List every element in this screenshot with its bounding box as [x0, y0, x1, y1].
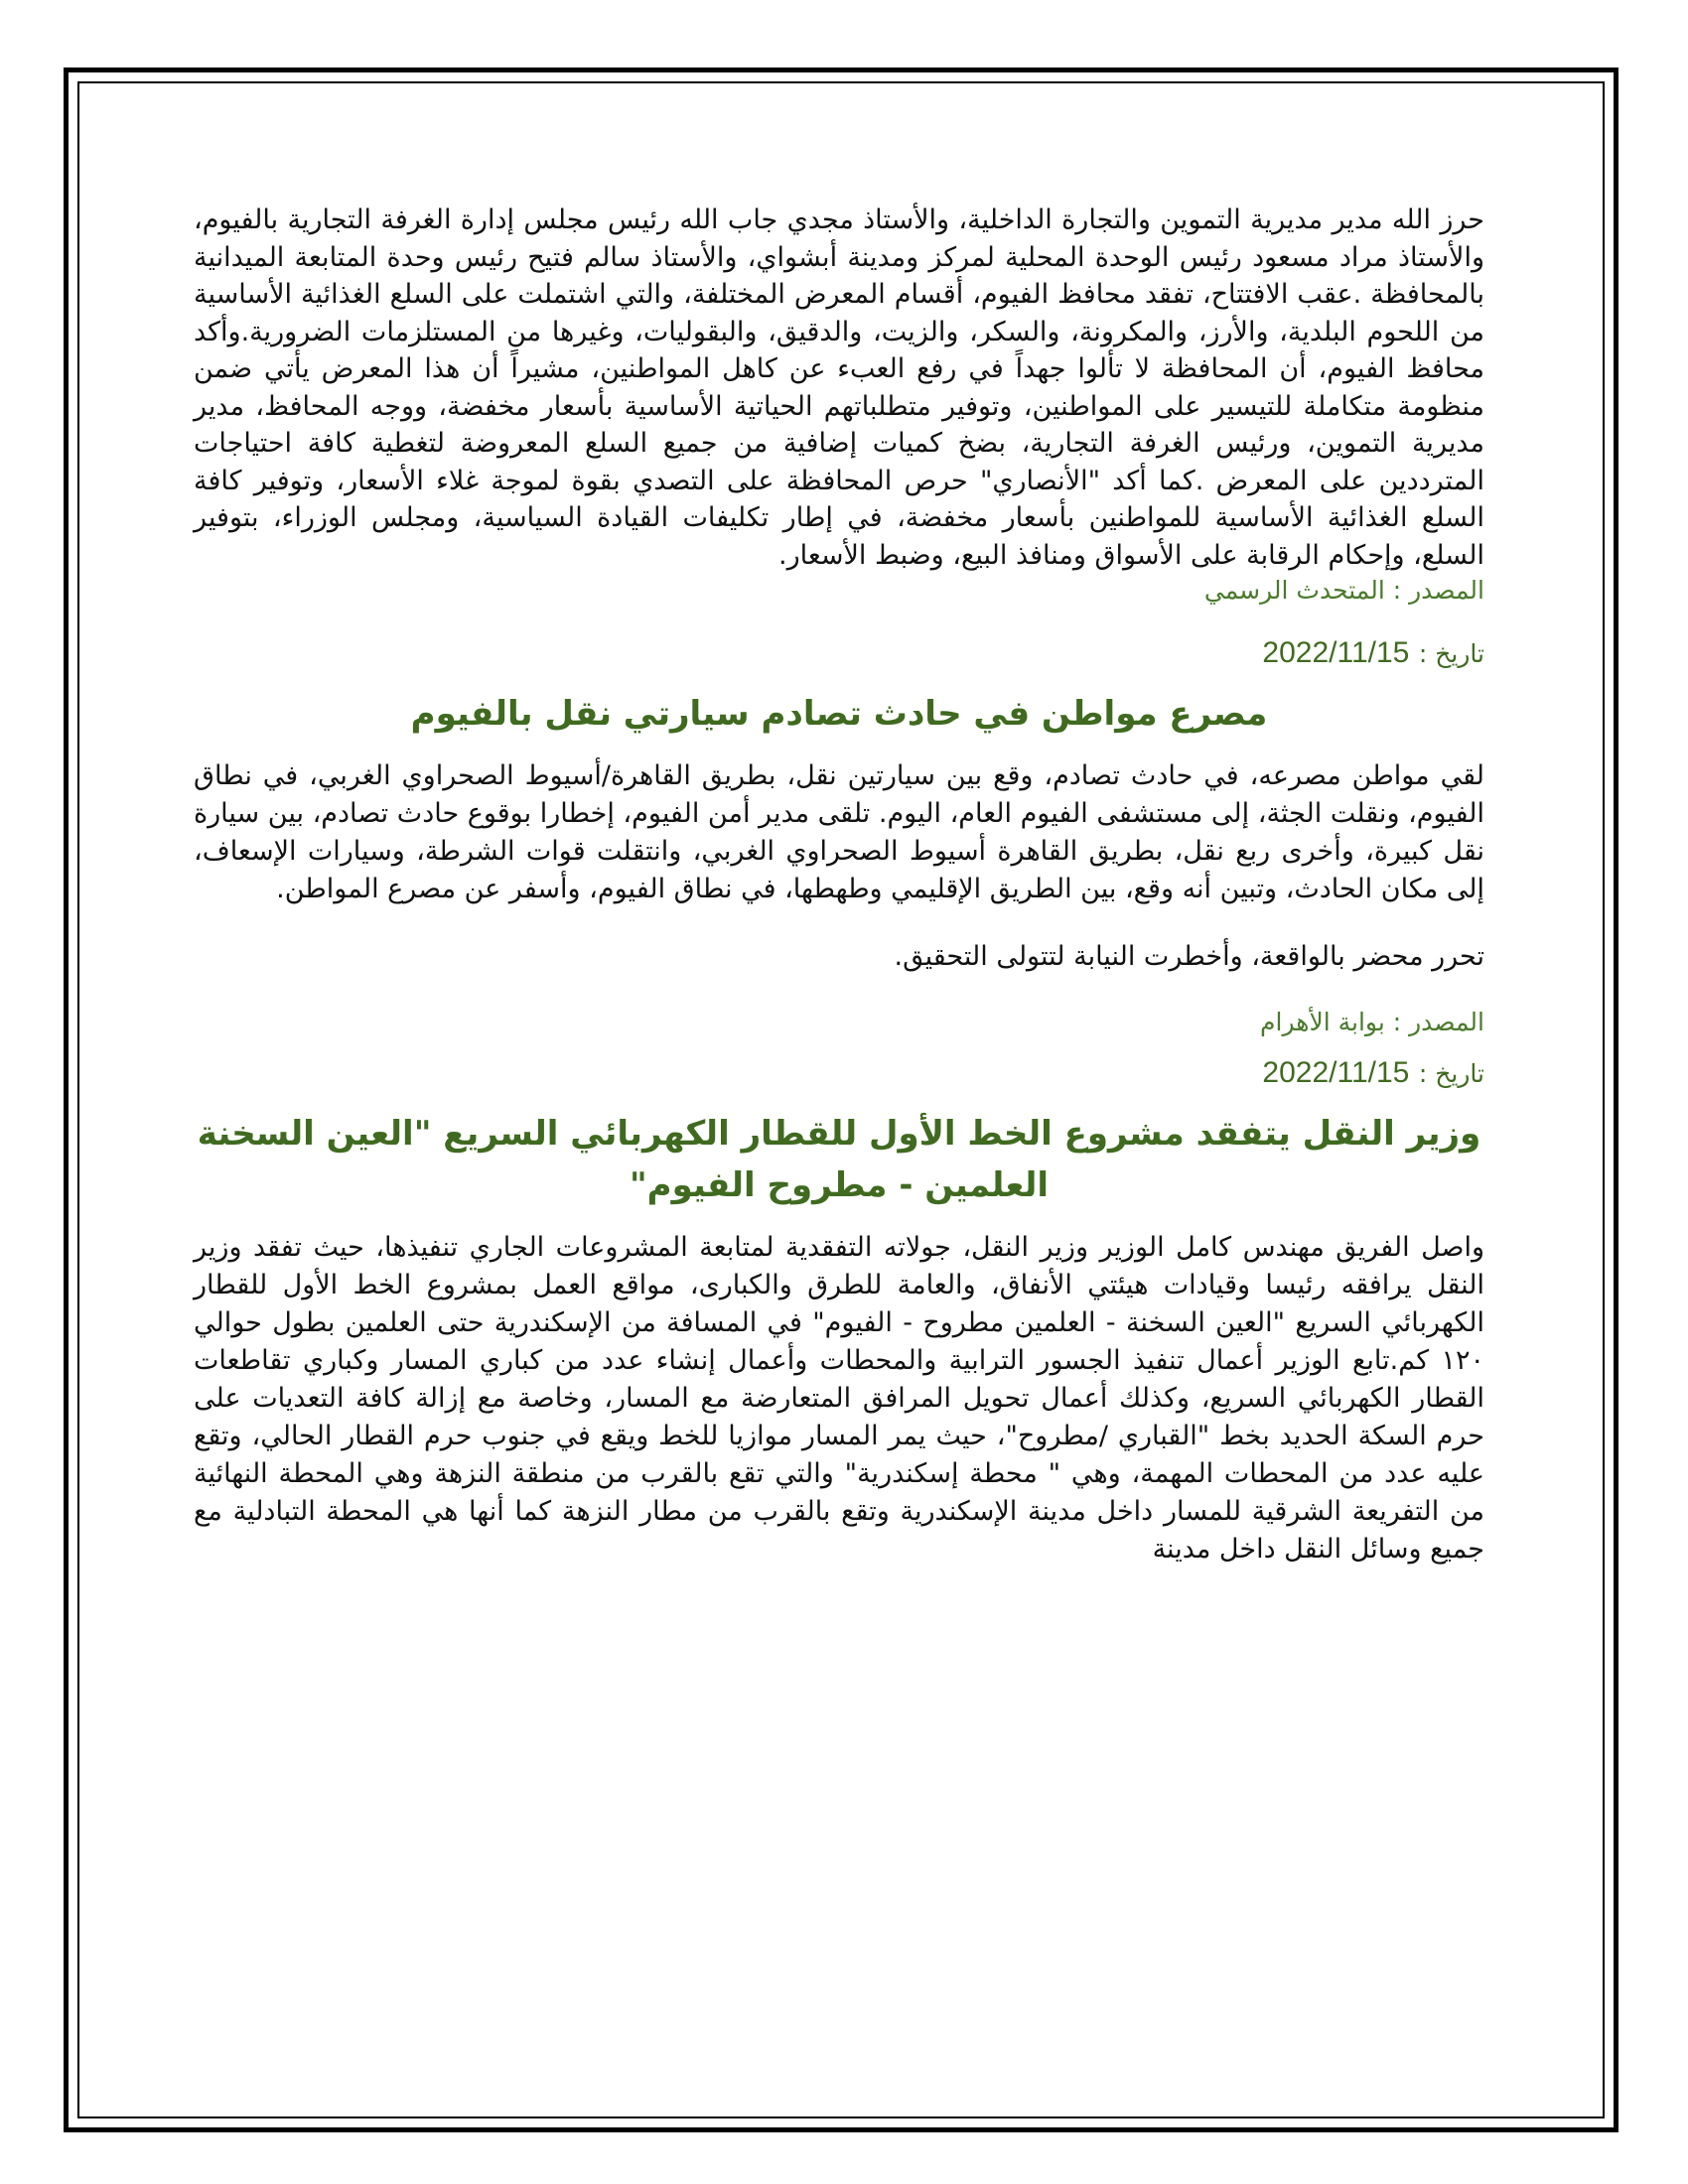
article3-date-value: 2022/11/15	[1262, 1055, 1410, 1089]
article3-date	[194, 1053, 1484, 1094]
article2-body-1: لقي مواطن مصرعه، في حادث تصادم، وقع بين سيارتين نقل، بطريق القاهرة/أسيوط الصحراوي الغربي، في نطاق الفيوم، ونقلت الجثة، إلى مستشفى الفيوم العام، اليوم. تلقى مدير أمن الفيوم، إخطارا بوقوع حادث تصادم، بين سيارة نقل كبيرة، وأخرى ربع نقل، بطريق القاهرة أسيوط الصحراوي الغربي، وانتقلت قوات الشرطة، وسيارات الإسعاف، إلى مكان الحادث، وتبين أنه وقع، بين الطريق الإقليمي وطهطها، في نطاق الفيوم، وأسفر عن مصرع المواطن.	[194, 760, 1484, 904]
article1-source: المصدر : المتحدث الرسمي	[1203, 576, 1484, 605]
article3-body: واصل الفريق مهندس كامل الوزير وزير النقل، جولاته التفقدية لمتابعة المشروعات الجاري تنفيذها، حيث تفقد وزير النقل يرافقه رئيسا وقيادات هيئتي الأنفاق، والعامة للطرق والكبارى، مواقع العمل بمشروع الخط الأول للقطار الكهربائي السريع "العين السخنة - العلمين مطروح - الفيوم" في المسافة من الإسكندرية حتى العلمين بطول حوالي ١٢٠ كم.تابع الوزير أعمال تنفيذ الجسور الترابية والمحطات وأعمال إنشاء عدد من كباري المسار وكباري تقاطعات القطار الكهربائي السريع، وكذلك أعمال تحويل المرافق المتعارضة مع المسار، وخاصة مع إزالة كافة التعديات على حرم السكة الحديد بخط "القباري /مطروح"، حيث يمر المسار موازيا للخط ويقع في جنوب حرم القطار الحالي، وتقع عليه عدد من المحطات المهمة، وهي " محطة إسكندرية" والتي تقع بالقرب من منطقة النزهة وهي المحطة النهائية من التفريعة الشرقية للمسار داخل مدينة الإسكندرية وتقع بالقرب من مطار النزهة كما أنها هي المحطة التبادلية مع جميع وسائل النقل داخل مدينة	[194, 1231, 1484, 1565]
article2-date	[194, 633, 1484, 674]
article2-title: مصرع مواطن في حادث تصادم سيارتي نقل بالفيوم	[410, 694, 1268, 734]
article2-source: المصدر : بوابة الأهرام	[1260, 1007, 1484, 1036]
article1-body: حرز الله مدير مديرية التموين والتجارة الداخلية، والأستاذ مجدي جاب الله رئيس مجلس إدارة الغرفة التجارية بالفيوم، والأستاذ مراد مسعود رئيس الوحدة المحلية لمركز ومدينة أبشواي، والأستاذ سالم فتيح رئيس وحدة المتابعة الميدانية بالمحافظة .عقب الافتتاح، تفقد محافظ الفيوم، أقسام المعرض المختلفة، والتي اشتملت على السلع الغذائية الأساسية من اللحوم البلدية، والأرز، والمكرونة، والسكر، والزيت، والدقيق، والبقوليات، وغيرها من المستلزمات الضرورية.وأكد محافظ الفيوم، أن المحافظة لا تألوا جهداً في رفع العبء عن كاهل المواطنين، مشيراً أن هذا المعرض يأتي ضمن منظومة متكاملة للتيسير على المواطنين، وتوفير متطلباتهم الحياتية الأساسية بأسعار مخفضة، ووجه المحافظ، مدير مديرية التموين، ورئيس الغرفة التجارية، بضخ كميات إضافية من جميع السلع المعروضة لتغطية كافة احتياجات المترددين على المعرض .كما أكد "الأنصاري" حرص المحافظة على التصدي بقوة لموجة غلاء الأسعار، وتوفير كافة السلع الغذائية الأساسية للمواطنين بأسعار مخفضة، في إطار تكليفات القيادة السياسية، ومجلس الوزراء، بتوفير السلع، وإحكام الرقابة على الأسواق ومنافذ البيع، وضبط الأسعار.	[194, 205, 1484, 571]
article3-date-label: تاريخ :	[1418, 1058, 1484, 1088]
article3-title: وزير النقل يتفقد مشروع الخط الأول للقطار الكهربائي السريع "العين السخنة العلمين - مطروح الفيوم"	[197, 1113, 1481, 1205]
article2-body-2: تحرر محضر بالواقعة، وأخطرت النيابة لتتولى التحقيق.	[894, 941, 1484, 972]
article2-date-value: 2022/11/15	[1262, 636, 1410, 669]
article2-date-label: تاريخ :	[1418, 639, 1484, 668]
document-content	[194, 194, 1484, 1569]
